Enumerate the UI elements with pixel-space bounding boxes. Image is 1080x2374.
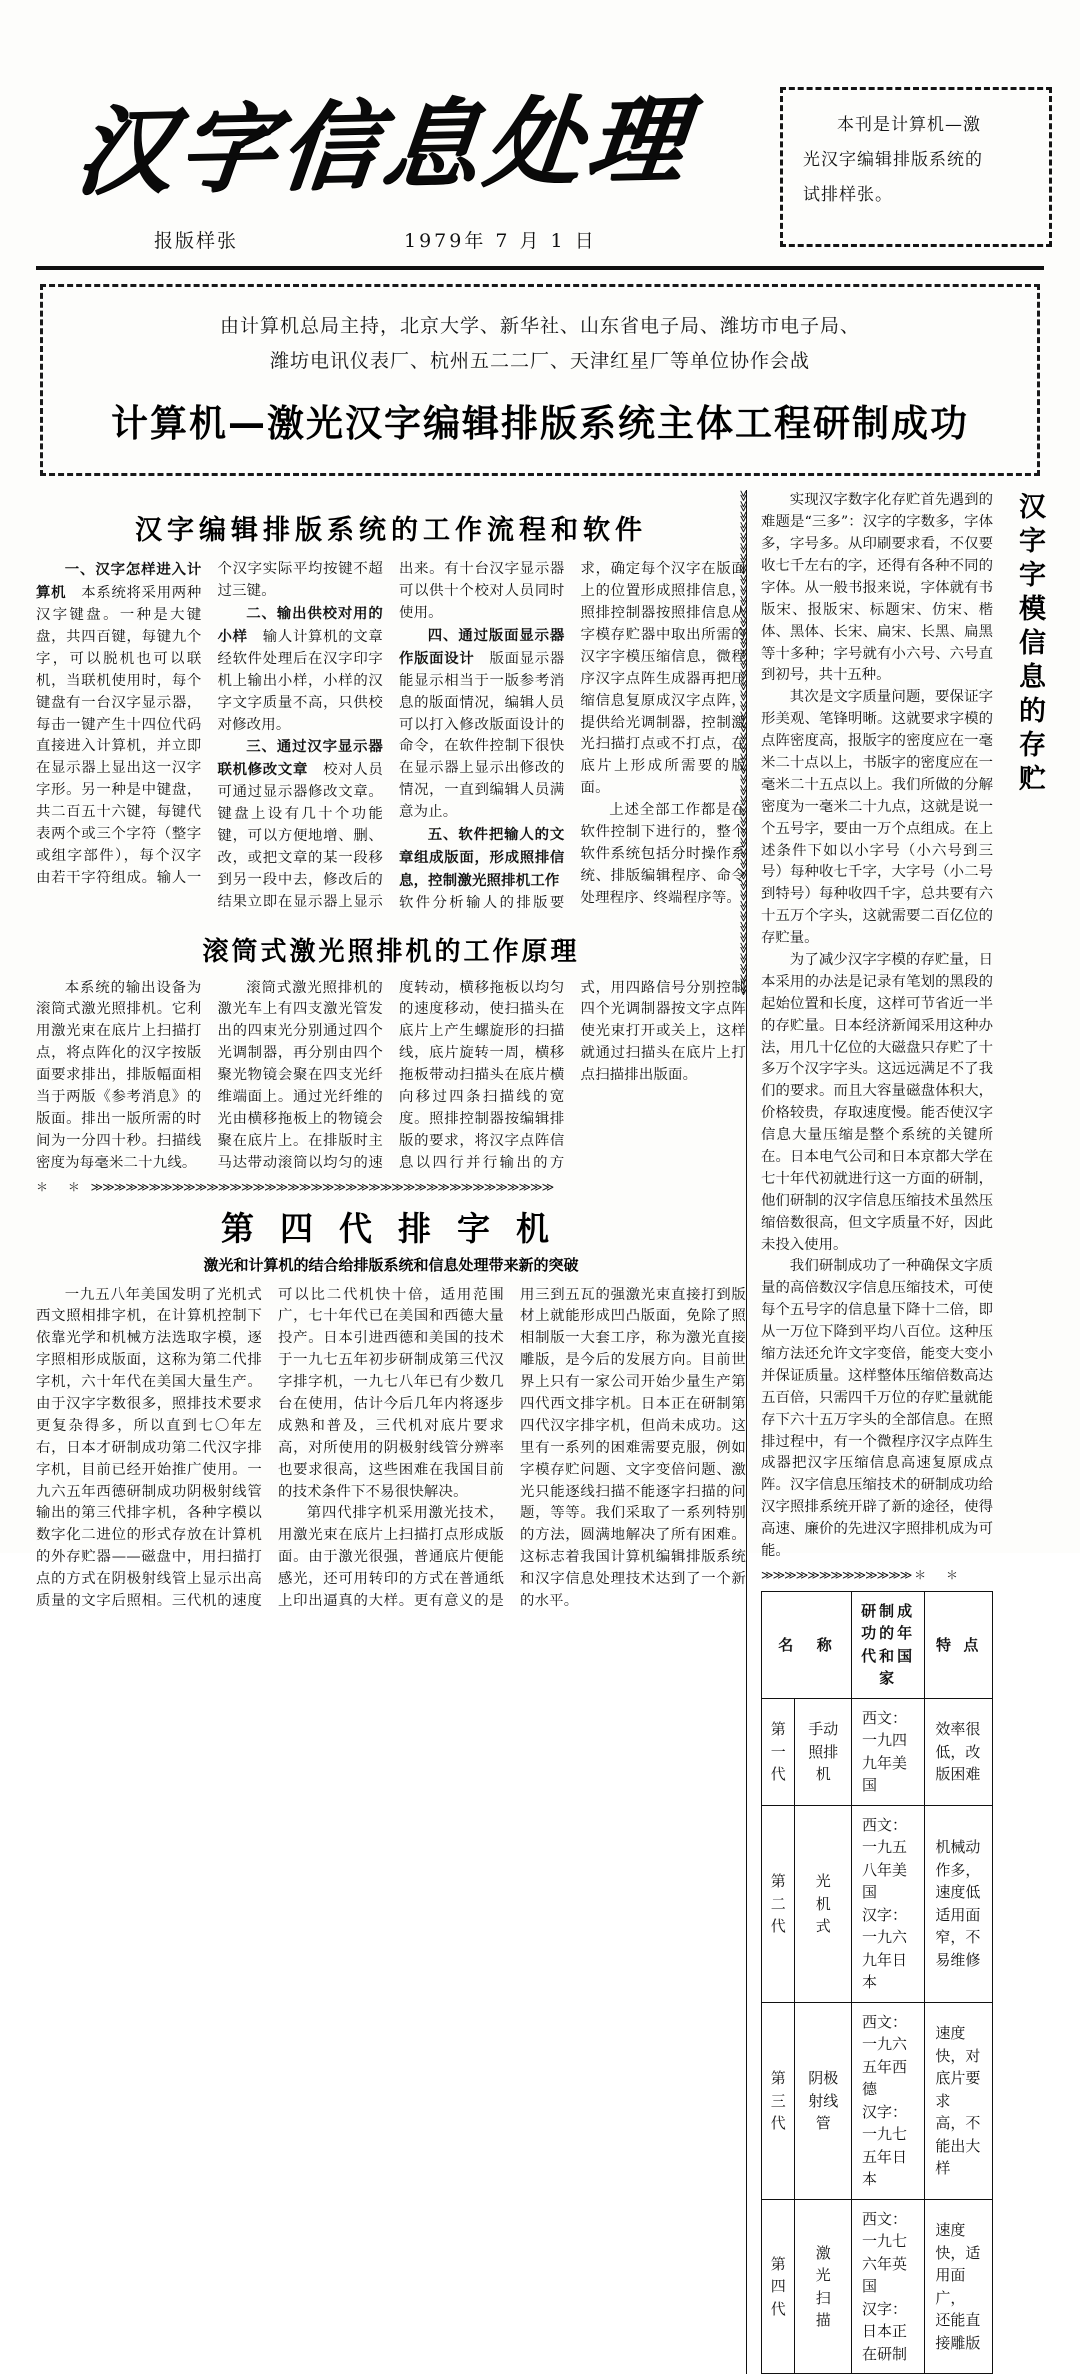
cell-era-line: 汉字：日本正在研制: [861, 2299, 907, 2363]
headline-kicker-1: 由计算机总局主持，北京大学、新华社、山东省电子局、潍坊市电子局、: [219, 315, 860, 337]
ornament-separator-1: [36, 1181, 746, 1195]
cell-era: [851, 1698, 924, 1805]
cell-era-line: 西文：一九六五年西德: [861, 2012, 907, 2099]
publication-logo: 汉字信息处理: [70, 82, 696, 209]
separator-motif: ≫≫≫≫≫≫≫≫≫≫≫≫≫≫≫≫≫≫≫≫≫≫≫≫≫≫≫≫≫≫≫≫≫≫≫≫≫≫≫≫: [90, 1180, 554, 1194]
article3-title: 第四代排字机: [221, 1208, 575, 1248]
article2-body: [36, 978, 746, 1175]
table-header-name-2: 称: [816, 1635, 835, 1654]
article1-t2: 输人计算机的文章经软件处理后在汉字印字机上输出小样，小样的汉字文字质量不高，只供校对修改用。: [217, 628, 383, 733]
article1-t5: 软件分析输人的排版要求，确定每个汉字在版面上的位置形成照排信息，照排控制器按照排信息从字模存贮器中取出所需的汉字字模压缩信息，微程序汉字点阵生成器再把压缩信息复原成汉字点阵，提供给光调制器，控制激光扫描打点或不打点，在底片上形成所需要的版面。: [399, 561, 746, 911]
table-header-row: [762, 1591, 993, 1698]
notice-line-1: 本刊是计算机—激: [837, 115, 981, 135]
cell-feature-line: 速度快，适用面广，: [935, 2221, 981, 2307]
article1-lead4: 四、通过版面显示器作版面设计: [399, 626, 565, 667]
cell-feature-line: 还能直接雕版: [935, 2311, 981, 2352]
cell-feature: [925, 1698, 993, 1805]
article1-t1: 本系统将采用两种汉字键盘。一种是大键盘，共四百键，每键九个字，可以脱机也可以联机，当联机使用时，每个键盘有一台汉字显示器，每击一键产生十四位代码直接进入计算机，并立即在显示器上显出这一汉字字形。另一种是中键盘，共二百五十六键，每键代表两个或三个字符（整字或组字部件），每个汉字由若干字符组成。输人一个汉字实际平均按键不超过三键。: [36, 561, 383, 886]
ornament-separator-2: [761, 1569, 993, 1583]
cell-machine: 激 光 扫 描: [795, 2199, 852, 2374]
table-header-feature-1: 特: [935, 1635, 954, 1654]
table-header-feature-2: 点: [963, 1635, 982, 1654]
table-row: [762, 1805, 993, 2002]
cell-feature: [925, 1805, 993, 2002]
article3-section: [36, 1203, 746, 1613]
publication-date: 1979年 7 月 1 日: [404, 230, 597, 252]
edition-label: 报版样张: [154, 230, 239, 252]
table-row: [762, 2002, 993, 2199]
table-header-feature: [925, 1591, 993, 1698]
notice-line-3: 试排样张。: [803, 184, 893, 205]
separator-stars-2: ＊ ＊: [914, 1568, 966, 1582]
article3-p1: 一九五八年美国发明了光机式西文照相排字机，在计算机控制下依靠光学和机械方法选取字模，逐字照相形成版面，这称为第二代排字机，六十年代在美国大量生产。由于汉字字数很多，照排技术要求更复杂得多，所以直到七〇年左右，日本才研制成功第二代汉字排字机，目前已经开始推广使用。一九六五年西德研制成功阴极射线管输出的第三代排字机，各种字模以数字化二进位的形式存放在计算机的外存贮器——磁盘中，用扫描打点的方式在阴极射线管上显示出高质量的文字后照相。三代机的速度可以比二代机快十倍，适用范围广，七十年代已在美国和西德大量投产。日本引进西德和美国的技术于一九七五年初步研制成第三代汉字排字机，一九七八年已有少数几台在使用，估计今后几年内将逐步成熟和普及，三代机对底片要求高，对所使用的阴极射线管分辨率也要求很高，这些困难在我国目前的技术条件下不易很快解决。: [36, 1286, 504, 1610]
cell-era-line: 西文：一九四九年美国: [861, 1708, 907, 1795]
table-head: [762, 1591, 993, 1698]
masthead-rule: [36, 266, 1044, 270]
masthead: [36, 78, 1044, 266]
article1-lead5: 五、软件把输人的文章组成版面，形成照排信息，控制激光照排机工作: [399, 825, 565, 889]
cell-generation: 第一代: [762, 1698, 795, 1805]
article4-p1: 实现汉字数字化存贮首先遇到的难题是“三多”：汉字的字数多，字体多，字号多。从印刷要求看，不仅要收七千左右的字，还得有各种不同的字体。从一般书报来说，字体就有书版宋、报版宋、标题宋、仿宋、楷体、黑体、长宋、扁宋、长黑、扁黑等十多种；字号就有小六号、六号直到初号，共十五种。: [761, 492, 993, 684]
cell-feature: [925, 2199, 993, 2374]
cell-era-line: 西文：一九七六年英国: [861, 2209, 907, 2296]
generations-table: [761, 1591, 993, 2374]
ornament-separator-vertical: ≫≫≫≫≫≫≫≫≫≫≫≫≫≫≫≫≫≫≫≫≫≫≫≫≫≫≫≫≫≫≫≫≫≫≫≫≫≫≫≫≫≫≫≫≫≫≫≫: [737, 490, 750, 996]
main-headline: 计算机—激光汉字编辑排版系统主体工程研制成功: [111, 402, 969, 446]
article4-p2: 其次是文字质量问题，要保证字形美观、笔锋明晰。这就要求字模的点阵密度高，报版字的密度应在一毫米二十点以上，书版字的密度应在一毫米二十五点以上。我们所做的分解密度为一毫米二十九点，这就是说一个五号字，要由一万个点组成。在上述条件下如以小字号（小六号到三号）每种收七千字，大字号（小二号到特号）每种收四千字，总共要有六十五万个字头，这就需要二百亿位的存贮量。: [761, 689, 993, 947]
cell-generation: 第四代: [762, 2199, 795, 2374]
article1-p6: 上述全部工作都是在软件控制下进行的，整个软件系统包括分时操作系统、排版编辑程序、命令处理程序、终端程序等。: [580, 802, 746, 906]
article1-title: 汉字编辑排版系统的工作流程和软件: [135, 515, 647, 547]
cell-era: [851, 2002, 924, 2199]
cell-feature-line: 效率很低，改版困难: [935, 1720, 981, 1784]
table-body: [762, 1698, 993, 2374]
cell-era-line: 汉字：一九六九年日本: [861, 1905, 907, 1992]
article4-p4: 我们研制成功了一种确保文字质量的高倍数汉字信息压缩技术，可使每个五号字的信息量下降十二倍，即从一万位下降到平均八百位。这种压缩方法还允许文字变倍，能变大变小并保证质量。这样整体压缩倍数高达五百倍，只需四千万位的存贮量就能存下六十五万字头的全部信息。在照排过程中，有一个微程序汉字点阵生成器把汉字压缩信息高速复原成点阵。汉字信息压缩技术的研制成功给汉字照排系统开辟了新的途径，使得高速、廉价的先进汉字照排机成为可能。: [761, 1258, 993, 1560]
cell-feature-line: 高，不能出大样: [935, 2114, 981, 2178]
article4-body: [761, 490, 993, 2374]
headline-box: [40, 284, 1040, 476]
page-body: [36, 490, 1044, 2374]
article2-p1: 本系统的输出设备为滚筒式激光照排机。它利用激光束在底片上扫描打点，将点阵化的汉字按版面要求排出，排版幅面相当于两版《参考消息》的版面。排出一版所需的时间为一分四十秒。扫描线密度为每毫米二十九线。: [36, 979, 202, 1171]
article1-lead3: 三、通过汉字显示器联机修改文章: [217, 738, 383, 779]
table-row: [762, 1698, 993, 1805]
table-header-era: 研制成功的年代和国家: [851, 1591, 924, 1698]
cell-era-line: 西文：一九五八年美国: [861, 1815, 907, 1902]
article1-body: [36, 559, 746, 914]
article4-vertical-title: 汉字字模信息的存贮: [1014, 492, 1045, 799]
article3-subtitle: 激光和计算机的结合给排版系统和信息处理带来新的突破: [203, 1255, 579, 1274]
table-row: [762, 2199, 993, 2374]
cell-generation: 第三代: [762, 2002, 795, 2199]
masthead-subline: [154, 226, 714, 253]
article1-t4: 版面显示器能显示相当于一版参考消息的版面情况，编辑人员可以打入修改版面设计的命令，在软件控制下很快在显示器上显示出修改的情况，一直到编辑人员满意为止。: [399, 650, 565, 821]
article4-p3: 为了减少汉字字模的存贮量，日本采用的办法是记录有笔划的黑段的起始位置和长度，这样可节省近一半的存贮量。日本经济新闻采用这种办法，用几十亿位的大磁盘只存贮了十多万个汉字字头。这远远满足不了我们的要求。而且大容量磁盘体积大，价格较贵，存取速度慢。能否使汉字信息大量压缩是整个系统的关键所在。日本电气公司和日本京都大学在七十年代初就进行这一方面的研制，他们研制的汉字信息压缩技术虽然压缩倍数很高，但文字质量不好，因此未投入使用。: [761, 951, 993, 1253]
article1-lead1: 一、汉字怎样进入计算机: [36, 561, 202, 602]
article1-p2: [218, 603, 384, 736]
separator-motif-2: ≫≫≫≫≫≫≫≫≫≫≫≫≫: [761, 1568, 912, 1582]
article1-lead2: 二、输出供校对用的小样: [217, 605, 383, 645]
article2-title: 滚筒式激光照排机的工作原理: [202, 936, 580, 967]
headline-kicker-2: 潍坊电讯仪表厂、杭州五二二厂、天津红星厂等单位协作会战: [269, 350, 810, 373]
notice-box: [780, 87, 1052, 247]
table-header-name: [762, 1591, 852, 1698]
cell-era: [851, 1805, 924, 2002]
article2-p2: 滚筒式激光照排机的激光车上有四支激光管发出的四束光分别通过四个光调制器，再分别由四个聚光物镜会聚在四支光纤维端面上。通过光纤维的光由横移拖板上的物镜会聚在底片上。在排版时主马达带动滚筒以均匀的速度转动，横移拖板以均匀的速度移动，使扫描头在底片上产生螺旋形的扫描线，底片旋转一周，横移拖板带动扫描头在底片横向移过四条扫描线的宽度。照排控制器按编辑排版的要求，将汉字点阵信息以四行并行输出的方式，用四路信号分别控制四个光调制器按文字点阵使光束打开或关上，这样就通过扫描头在底片上打点扫描排出版面。: [217, 979, 746, 1171]
cell-feature: [925, 2002, 993, 2199]
article3-p2: 第四代排字机采用激光技术，用激光束在底片上扫描打点形成版面。由于激光很强，普通底片便能感光，还可用转印的方式在普通纸上印出逼真的大样。更有意义的是用三到五瓦的强激光束直接打到版材上就能形成凹凸版面，免除了照相制版一大套工序，称为激光直接雕版，是今后的发展方向。目前世界上只有一家公司开始少量生产第四代西文排字机。日本正在研制第四代汉字排字机，但尚未成功。这里有一系列的困难需要克服，例如字模存贮问题、文字变倍问题、激光只能逐线扫描不能逐字扫描的问题，等等。我们采取了一系列特别的方法，圆满地解决了所有困难。这标志着我国计算机编辑排版系统和汉字信息处理技术达到了一个新的水平。: [278, 1286, 746, 1610]
cell-feature-line: 适用面窄，不易维修: [935, 1905, 981, 1969]
article1-p4: [399, 625, 565, 824]
cell-machine: 光 机 式: [795, 1805, 852, 2002]
separator-stars: ＊ ＊: [36, 1180, 88, 1194]
cell-machine: 手动照排机: [795, 1698, 852, 1805]
article1-t3: 校对人员可通过显示器修改文章。键盘上设有几十个功能键，可以方便地增、删、改，或把文章的某一段移到另一段中去，修改后的结果立即在显示器上显示出来。有十台汉字显示器可以供十个校对人员同时使用。: [217, 561, 565, 910]
notice-line-2: 光汉字编辑排版系统的: [803, 149, 983, 170]
cell-feature-line: 机械动作多，速度低: [935, 1838, 981, 1902]
cell-feature-line: 速度快，对底片要求: [935, 2024, 981, 2110]
cell-era-line: 汉字：一九七五年日本: [861, 2102, 907, 2189]
cell-era: [851, 2199, 924, 2374]
right-zone: [737, 490, 1051, 2374]
left-zone: [36, 490, 746, 2374]
cell-machine: 阴极射线管: [795, 2002, 852, 2199]
table-header-name-1: 名: [778, 1635, 797, 1654]
cell-generation: 第二代: [762, 1805, 795, 2002]
article3-body: [36, 1285, 746, 1613]
